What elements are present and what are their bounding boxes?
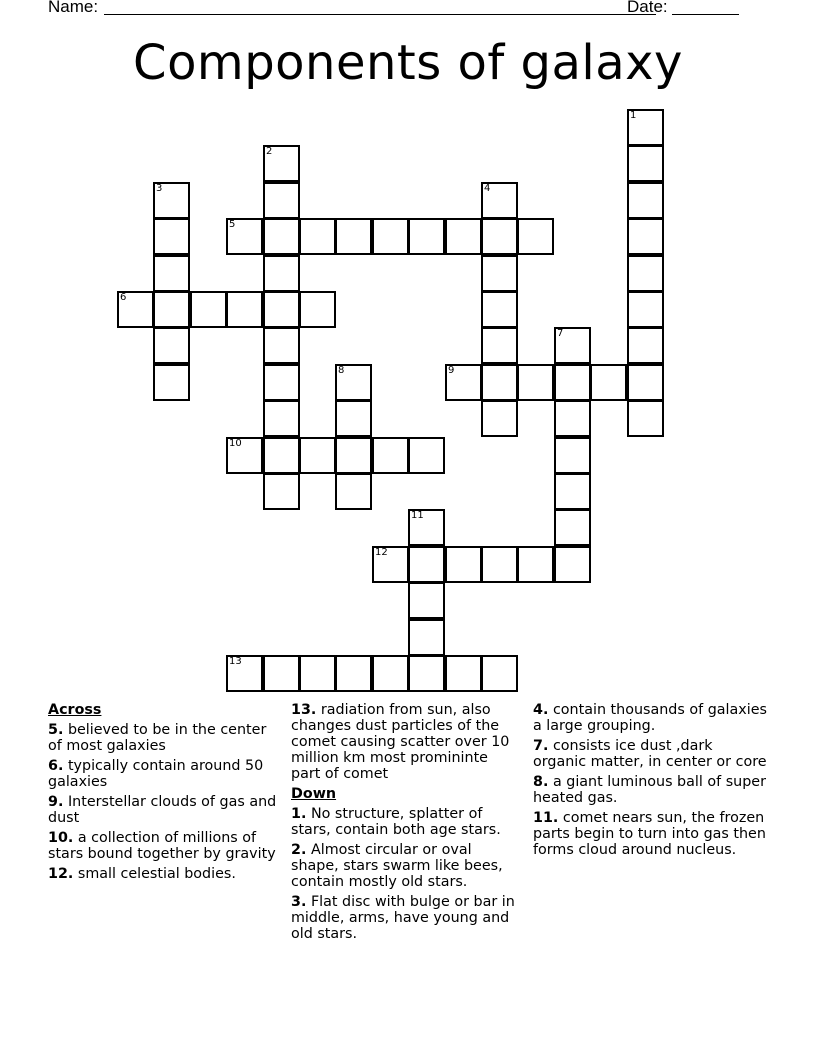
crossword-cell[interactable] bbox=[481, 400, 518, 437]
crossword-cell[interactable] bbox=[335, 364, 372, 401]
clue-item-number: 13. bbox=[291, 702, 317, 718]
crossword-cell[interactable] bbox=[263, 291, 300, 328]
crossword-cell[interactable] bbox=[554, 546, 591, 583]
clue-item-number: 6. bbox=[48, 758, 64, 774]
crossword-cell[interactable] bbox=[372, 437, 409, 474]
clue-number: 3 bbox=[156, 183, 163, 194]
clue-section-heading: Across bbox=[48, 702, 102, 718]
crossword-cell[interactable] bbox=[153, 255, 190, 292]
crossword-cell[interactable] bbox=[153, 218, 190, 255]
clue-item-number: 8. bbox=[533, 774, 549, 790]
crossword-cell[interactable] bbox=[335, 437, 372, 474]
clue-item bbox=[48, 722, 278, 754]
crossword-cell[interactable] bbox=[554, 327, 591, 364]
crossword-cell[interactable] bbox=[627, 182, 664, 219]
clues-column-2 bbox=[291, 702, 521, 946]
crossword-cell[interactable] bbox=[263, 182, 300, 219]
clue-item bbox=[48, 866, 278, 882]
crossword-cell[interactable] bbox=[481, 218, 518, 255]
crossword-cell[interactable] bbox=[335, 655, 372, 692]
crossword-cell[interactable] bbox=[627, 291, 664, 328]
crossword-cell[interactable] bbox=[226, 291, 263, 328]
page-title: Components of galaxy bbox=[133, 35, 683, 91]
clues-column-3 bbox=[533, 702, 769, 862]
crossword-cell[interactable] bbox=[372, 218, 409, 255]
crossword-cell[interactable] bbox=[517, 546, 554, 583]
clue-section-heading: Down bbox=[291, 786, 337, 802]
crossword-cell[interactable] bbox=[335, 473, 372, 510]
clue-number: 11 bbox=[411, 510, 424, 521]
crossword-cell[interactable] bbox=[372, 546, 409, 583]
clue-item-number: 11. bbox=[533, 810, 559, 826]
crossword-cell[interactable] bbox=[153, 291, 190, 328]
clue-item-number: 4. bbox=[533, 702, 549, 718]
clue-item-text: small celestial bodies. bbox=[77, 866, 236, 882]
clue-item bbox=[291, 702, 521, 782]
clue-item-text: radiation from sun, also changes dust particles of the comet causing scatter over 10 million km most promininte part of comet bbox=[291, 702, 510, 782]
clue-item-text: a collection of millions of stars bound together by gravity bbox=[48, 830, 276, 862]
crossword-cell[interactable] bbox=[263, 400, 300, 437]
crossword-cell[interactable] bbox=[445, 655, 482, 692]
crossword-cell[interactable] bbox=[481, 327, 518, 364]
clue-item-number: 10. bbox=[48, 830, 74, 846]
crossword-cell[interactable] bbox=[408, 437, 445, 474]
clue-item bbox=[533, 738, 769, 770]
crossword-cell[interactable] bbox=[554, 473, 591, 510]
clue-number: 13 bbox=[229, 656, 242, 667]
crossword-cell[interactable] bbox=[226, 218, 263, 255]
crossword-cell[interactable] bbox=[627, 400, 664, 437]
crossword-cell[interactable] bbox=[226, 655, 263, 692]
crossword-cell[interactable] bbox=[554, 400, 591, 437]
crossword-cell[interactable] bbox=[263, 145, 300, 182]
clue-item-text: Interstellar clouds of gas and dust bbox=[48, 794, 277, 826]
crossword-cell[interactable] bbox=[481, 255, 518, 292]
crossword-cell[interactable] bbox=[263, 364, 300, 401]
clue-item-number: 1. bbox=[291, 806, 307, 822]
crossword-cell[interactable] bbox=[408, 582, 445, 619]
crossword-cell[interactable] bbox=[299, 655, 336, 692]
crossword-cell[interactable] bbox=[372, 655, 409, 692]
crossword-cell[interactable] bbox=[445, 546, 482, 583]
clue-number: 7 bbox=[557, 328, 564, 339]
clue-number: 1 bbox=[630, 110, 637, 121]
crossword-cell[interactable] bbox=[263, 327, 300, 364]
crossword-cell[interactable] bbox=[226, 437, 263, 474]
clue-item bbox=[533, 774, 769, 806]
crossword-cell[interactable] bbox=[408, 546, 445, 583]
clue-number: 9 bbox=[448, 365, 455, 376]
crossword-cell[interactable] bbox=[299, 437, 336, 474]
crossword-cell[interactable] bbox=[627, 255, 664, 292]
crossword-cell[interactable] bbox=[481, 546, 518, 583]
clue-item bbox=[48, 794, 278, 826]
clues-column-1 bbox=[48, 702, 278, 886]
clue-number: 10 bbox=[229, 438, 242, 449]
crossword-cell[interactable] bbox=[408, 619, 445, 656]
clue-item-text: believed to be in the center of most galaxies bbox=[48, 722, 267, 754]
crossword-cell[interactable] bbox=[445, 364, 482, 401]
crossword-cell[interactable] bbox=[445, 218, 482, 255]
crossword-cell[interactable] bbox=[481, 182, 518, 219]
crossword-cell[interactable] bbox=[554, 364, 591, 401]
crossword-cell[interactable] bbox=[335, 218, 372, 255]
crossword-cell[interactable] bbox=[153, 182, 190, 219]
clue-number: 5 bbox=[229, 219, 236, 230]
clue-item-text: Almost circular or oval shape, stars swarm like bees, contain mostly old stars. bbox=[291, 842, 503, 890]
clue-item bbox=[533, 810, 769, 858]
clue-number: 12 bbox=[375, 547, 388, 558]
crossword-cell[interactable] bbox=[117, 291, 154, 328]
clue-item-text: typically contain around 50 galaxies bbox=[48, 758, 264, 790]
crossword-cell[interactable] bbox=[263, 255, 300, 292]
clue-number: 4 bbox=[484, 183, 491, 194]
crossword-cell[interactable] bbox=[481, 655, 518, 692]
crossword-cell[interactable] bbox=[627, 145, 664, 182]
crossword-cell[interactable] bbox=[554, 509, 591, 546]
crossword-cell[interactable] bbox=[627, 218, 664, 255]
crossword-cell[interactable] bbox=[335, 400, 372, 437]
crossword-cell[interactable] bbox=[481, 364, 518, 401]
clue-item-number: 3. bbox=[291, 894, 307, 910]
clue-item-text: contain thousands of galaxies a large grouping. bbox=[533, 702, 767, 734]
crossword-cell[interactable] bbox=[263, 437, 300, 474]
clue-item bbox=[291, 806, 521, 838]
crossword-cell[interactable] bbox=[263, 655, 300, 692]
clue-number: 6 bbox=[120, 292, 127, 303]
crossword-cell[interactable] bbox=[627, 109, 664, 146]
crossword-cell[interactable] bbox=[153, 327, 190, 364]
clue-item-text: comet nears sun, the frozen parts begin to turn into gas then forms cloud around nucleus. bbox=[533, 810, 766, 858]
crossword-cell[interactable] bbox=[299, 291, 336, 328]
date-label: Date: bbox=[627, 0, 668, 16]
clue-item-number: 9. bbox=[48, 794, 64, 810]
crossword-cell[interactable] bbox=[408, 655, 445, 692]
crossword-cell[interactable] bbox=[263, 218, 300, 255]
crossword-cell[interactable] bbox=[299, 218, 336, 255]
clue-number: 2 bbox=[266, 146, 273, 157]
crossword-cell[interactable] bbox=[153, 364, 190, 401]
crossword-cell[interactable] bbox=[408, 509, 445, 546]
clue-item bbox=[291, 894, 521, 942]
crossword-cell[interactable] bbox=[408, 218, 445, 255]
clue-item-number: 2. bbox=[291, 842, 307, 858]
clue-item-number: 5. bbox=[48, 722, 64, 738]
crossword-cell[interactable] bbox=[627, 327, 664, 364]
crossword-cell[interactable] bbox=[627, 364, 664, 401]
clue-item bbox=[48, 830, 278, 862]
clue-item bbox=[48, 758, 278, 790]
crossword-cell[interactable] bbox=[517, 218, 554, 255]
clue-item-number: 7. bbox=[533, 738, 549, 754]
clue-item bbox=[291, 842, 521, 890]
crossword-cell[interactable] bbox=[481, 291, 518, 328]
name-label: Name: bbox=[48, 0, 99, 16]
clue-item-text: consists ice dust ,dark organic matter, in center or core bbox=[533, 738, 767, 770]
clue-item-text: Flat disc with bulge or bar in middle, arms, have young and old stars. bbox=[291, 894, 515, 942]
crossword-cell[interactable] bbox=[263, 473, 300, 510]
clue-item-text: No structure, splatter of stars, contain both age stars. bbox=[291, 806, 501, 838]
clue-item-text: a giant luminous ball of super heated gas. bbox=[533, 774, 766, 806]
crossword-cell[interactable] bbox=[190, 291, 227, 328]
crossword-cell[interactable] bbox=[554, 437, 591, 474]
crossword-cell[interactable] bbox=[517, 364, 554, 401]
clue-number: 8 bbox=[338, 365, 345, 376]
clue-item-number: 12. bbox=[48, 866, 74, 882]
clue-item bbox=[533, 702, 769, 734]
crossword-cell[interactable] bbox=[590, 364, 627, 401]
